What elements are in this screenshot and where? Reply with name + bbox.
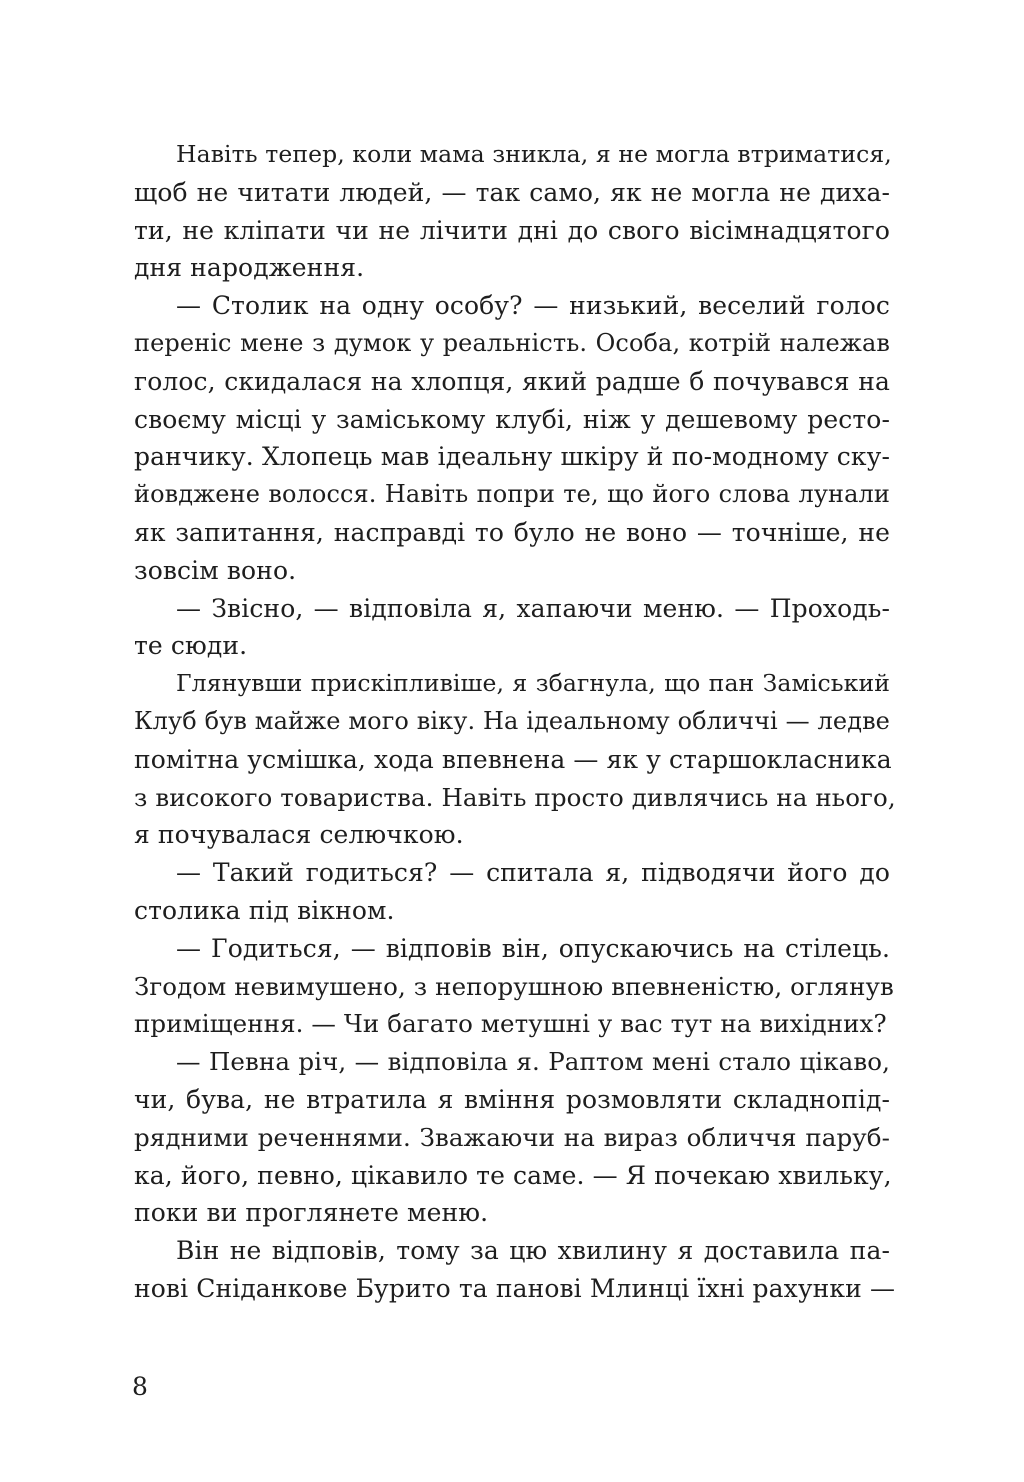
text-line: голос, скидалася на хлопця, який радше б почувався на xyxy=(134,366,890,396)
text-line: столика під вікном. xyxy=(134,895,395,925)
text-line: те сюди. xyxy=(134,631,248,661)
text-line: чи, бува, не втратила я вміння розмовляти складнопід- xyxy=(134,1084,890,1114)
text-line: Глянувши прискіпливіше, я збагнула, що пан Заміський xyxy=(176,669,890,698)
text-line: ти, не кліпати чи не лічити дні до свого вісімнадцятого xyxy=(134,215,890,245)
text-line: — Звісно, — відповіла я, хапаючи меню. — Проходь- xyxy=(176,593,890,623)
text-line: з високого товариства. Навіть просто дивлячись на нього, xyxy=(134,782,896,812)
text-line: ранчику. Хлопець мав ідеальну шкіру й по-модному ску- xyxy=(134,442,890,472)
text-line: — Такий годиться? — спитала я, підводячи його до xyxy=(176,858,890,888)
text-line: помітна усмішка, хода впевнена — як у старшокласника xyxy=(134,744,892,774)
body-text xyxy=(134,136,896,1308)
text-line: Навіть тепер, коли мама зникла, я не могла втриматися, xyxy=(176,140,892,168)
text-line: рядними реченнями. Зважаючи на вираз обличчя паруб- xyxy=(134,1122,890,1152)
text-line: — Певна річ, — відповіла я. Раптом мені стало цікаво, xyxy=(176,1047,890,1077)
text-line: поки ви проглянете меню. xyxy=(134,1198,489,1228)
text-line: дня народження. xyxy=(134,253,365,283)
text-line: ка, його, певно, цікавило те саме. — Я почекаю хвильку, xyxy=(134,1160,892,1190)
text-line: своєму місці у заміському клубі, ніж у дешевому ресто- xyxy=(134,404,890,434)
text-line: як запитання, насправді то було не воно — точніше, не xyxy=(134,517,890,547)
page-number: 8 xyxy=(132,1372,148,1401)
text-line: нові Сніданкове Бурито та панові Млинці їхні рахунки — xyxy=(134,1273,896,1303)
text-line: я почувалася селючкою. xyxy=(134,820,464,850)
text-line: йовджене волосся. Навіть попри те, що його слова лунали xyxy=(134,480,890,509)
text-line: приміщення. — Чи багато метушні у вас тут на вихідних? xyxy=(134,1009,887,1039)
text-line: — Годиться, — відповів він, опускаючись на стілець. xyxy=(176,933,890,963)
text-line: Клуб був майже мого віку. На ідеальному обличчі — ледве xyxy=(134,706,890,735)
text-line: зовсім воно. xyxy=(134,555,297,585)
text-line: переніс мене з думок у реальність. Особа, котрій належав xyxy=(134,328,890,357)
text-line: щоб не читати людей, — так само, як не могла не диха- xyxy=(134,177,890,207)
text-line: Згодом невимушено, з непорушною впевненістю, оглянув xyxy=(134,971,894,1001)
text-line: Він не відповів, тому за цю хвилину я доставила па- xyxy=(176,1236,890,1266)
text-line: — Столик на одну особу? — низький, веселий голос xyxy=(176,291,890,321)
